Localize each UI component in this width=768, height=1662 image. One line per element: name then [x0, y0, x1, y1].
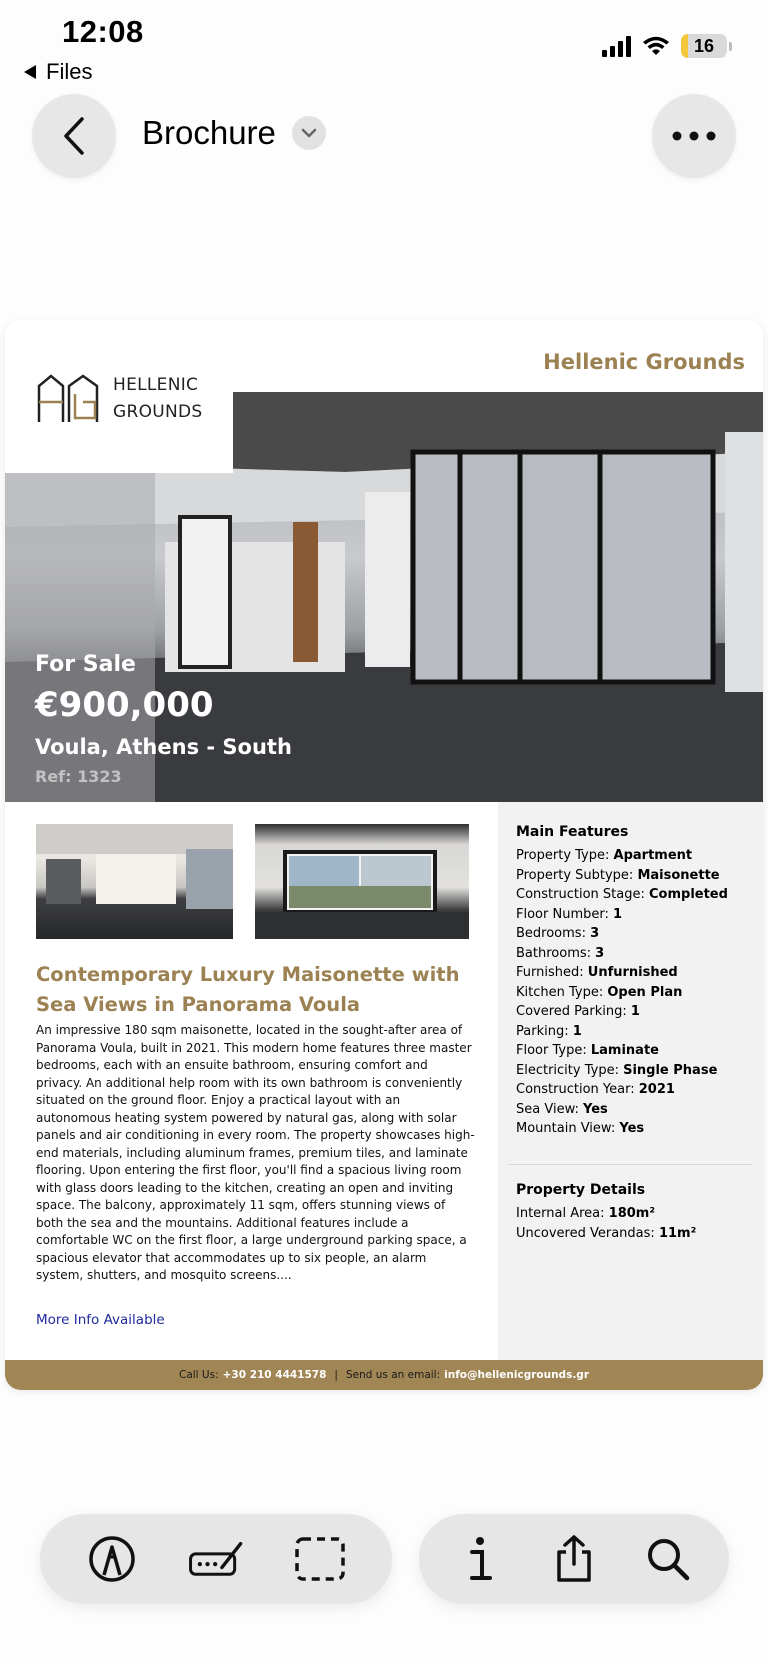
- main-feature-value: Completed: [649, 887, 728, 902]
- brand-name: Hellenic Grounds: [543, 350, 745, 374]
- title-menu-button[interactable]: [292, 116, 326, 150]
- main-feature-value: 2021: [638, 1082, 675, 1097]
- listing-title: Contemporary Luxury Maisonette with Sea Views in Panorama Voula: [36, 963, 460, 1016]
- brochure-page[interactable]: [5, 320, 763, 1390]
- main-feature-row: [516, 1119, 728, 1139]
- main-feature-row: [516, 1100, 728, 1120]
- ellipsis-icon: [672, 131, 716, 141]
- back-triangle-icon: [24, 65, 36, 79]
- main-feature-value: Maisonette: [637, 867, 720, 883]
- search-icon: [645, 1536, 691, 1582]
- main-feature-row: [516, 983, 728, 1003]
- main-feature-label: Property Type:: [516, 848, 610, 863]
- main-feature-row: [516, 1080, 728, 1100]
- property-detail-row: [516, 1204, 696, 1224]
- markup-button[interactable]: [84, 1531, 140, 1587]
- section-divider: [508, 1164, 753, 1165]
- main-feature-value: Single Phase: [623, 1062, 718, 1078]
- logo-line-1: HELLENIC: [113, 375, 199, 395]
- gallery-thumbnail-1: [36, 824, 233, 939]
- chevron-left-icon: [61, 116, 87, 156]
- main-feature-value: Yes: [619, 1121, 645, 1136]
- main-feature-row: [516, 846, 728, 866]
- property-detail-label: Uncovered Verandas:: [516, 1225, 655, 1241]
- main-feature-label: Floor Number:: [516, 906, 609, 922]
- listing-main-column: [5, 802, 498, 1360]
- property-details-list: [516, 1204, 696, 1243]
- logo-wordmark: [113, 372, 203, 426]
- main-feature-label: Kitchen Type:: [516, 984, 604, 1000]
- markup-toolbar: [40, 1514, 392, 1604]
- battery-icon: [681, 34, 727, 58]
- listing-location: Voula, Athens - South: [35, 735, 292, 759]
- main-feature-value: Laminate: [590, 1043, 659, 1058]
- main-feature-row: [516, 1061, 728, 1081]
- main-features-title: Main Features: [516, 824, 629, 840]
- share-button[interactable]: [546, 1531, 602, 1587]
- main-feature-row: [516, 963, 728, 983]
- main-feature-label: Bedrooms:: [516, 926, 586, 941]
- call-us-label: Call Us:: [178, 1369, 219, 1381]
- property-details-section: [516, 1182, 696, 1243]
- share-icon: [554, 1534, 594, 1584]
- signature-icon: [188, 1535, 244, 1583]
- footer-email[interactable]: info@hellenicgrounds.gr: [444, 1369, 590, 1381]
- info-button[interactable]: [452, 1531, 508, 1587]
- info-icon: [467, 1536, 493, 1582]
- hero-summary: [35, 652, 292, 786]
- property-detail-row: [516, 1224, 696, 1244]
- document-toolbar: [419, 1514, 729, 1604]
- main-feature-label: Floor Type:: [516, 1043, 587, 1058]
- back-to-files-link[interactable]: [24, 59, 92, 85]
- main-feature-label: Mountain View:: [516, 1121, 616, 1136]
- listing-status: For Sale: [35, 652, 136, 677]
- main-feature-value: 1: [572, 1023, 582, 1039]
- selection-button[interactable]: [292, 1531, 348, 1587]
- gallery-thumbnail-2: [255, 824, 469, 939]
- main-features-section: [516, 824, 728, 1139]
- more-options-button[interactable]: [652, 94, 736, 178]
- select-rectangle-icon: [294, 1536, 346, 1582]
- listing-description: An impressive 180 sqm maisonette, located in the sought-after area of Panorama Voula, built in 2021. This modern home features three master bedrooms, each with an ensuite bathroom, ensuring comfort and privacy. An additional help room with its own bathroom is conveniently situated on the ground floor. Enjoy a practical layout with an autonomous heating system powered by natural gas, along with solar panels and air conditioning in every room. The property showcases high-end materials, including aluminum frames, premium tiles, and laminate flooring. Upon entering the first floor, you'll find a spacious living room with glass doors leading to the kitchen, creating an open and inviting space. The balcony, approximately 11 sqm, offers stunning views of both the sea and the mountains. Additional features include a comfortable WC on the first floor, a large underground parking space, a spacious elevator that accommodates up to six people, an alarm system, shutters, and mosquito screens....: [36, 1023, 475, 1282]
- main-feature-value: Yes: [583, 1101, 608, 1117]
- main-feature-row: [516, 924, 728, 944]
- main-feature-label: Construction Stage:: [516, 887, 645, 902]
- cellular-signal-icon: [602, 35, 631, 57]
- search-button[interactable]: [640, 1531, 696, 1587]
- listing-ref: Ref: 1323: [35, 767, 122, 786]
- main-feature-label: Electricity Type:: [516, 1062, 619, 1078]
- main-features-list: [516, 846, 728, 1139]
- logo-line-2: GROUNDS: [113, 402, 203, 422]
- main-feature-label: Bathrooms:: [516, 945, 592, 961]
- listing-price: €900,000: [35, 685, 214, 725]
- main-feature-label: Sea View:: [516, 1101, 579, 1117]
- property-detail-label: Internal Area:: [516, 1206, 605, 1221]
- main-feature-value: Open Plan: [607, 984, 683, 1000]
- markup-pen-icon: [88, 1535, 136, 1583]
- back-to-files-label: Files: [46, 59, 93, 84]
- battery-level: 16: [693, 35, 715, 56]
- main-feature-row: [516, 1041, 728, 1061]
- hg-logo-icon: [37, 372, 105, 424]
- property-detail-value: 180m²: [608, 1206, 656, 1221]
- back-button[interactable]: [32, 94, 116, 178]
- main-feature-label: Property Subtype:: [516, 867, 634, 883]
- main-feature-value: 1: [630, 1004, 640, 1019]
- page-title: Brochure: [142, 114, 276, 151]
- main-feature-label: Construction Year:: [516, 1082, 635, 1097]
- main-feature-value: 1: [613, 906, 623, 922]
- main-feature-row: [516, 866, 728, 886]
- property-details-title: Property Details: [516, 1182, 646, 1198]
- main-feature-label: Covered Parking:: [516, 1004, 627, 1019]
- status-time: 12:08: [62, 14, 144, 49]
- main-feature-label: Parking:: [516, 1023, 569, 1039]
- signature-button[interactable]: [188, 1531, 244, 1587]
- listing-features-column: [498, 802, 763, 1360]
- brochure-footer: [5, 1360, 763, 1390]
- main-feature-value: Apartment: [613, 848, 693, 863]
- footer-separator: |: [334, 1369, 338, 1381]
- chevron-down-icon: [301, 128, 317, 138]
- main-feature-row: [516, 1002, 728, 1022]
- main-feature-row: [516, 1022, 728, 1042]
- footer-phone[interactable]: +30 210 4441578: [222, 1369, 327, 1381]
- email-label: Send us an email:: [345, 1369, 441, 1381]
- main-feature-label: Furnished:: [516, 965, 584, 980]
- document-title-menu[interactable]: [142, 114, 326, 152]
- main-feature-value: 3: [595, 945, 605, 961]
- main-feature-value: 3: [590, 926, 600, 941]
- wifi-icon: [641, 35, 671, 57]
- more-info-link[interactable]: More Info Available: [36, 1312, 165, 1328]
- main-feature-row: [516, 885, 728, 905]
- status-indicators: [602, 34, 732, 58]
- brand-logo: [5, 320, 233, 473]
- property-detail-value: 11m²: [658, 1225, 697, 1241]
- main-feature-row: [516, 944, 728, 964]
- main-feature-row: [516, 905, 728, 925]
- main-feature-value: Unfurnished: [587, 965, 678, 980]
